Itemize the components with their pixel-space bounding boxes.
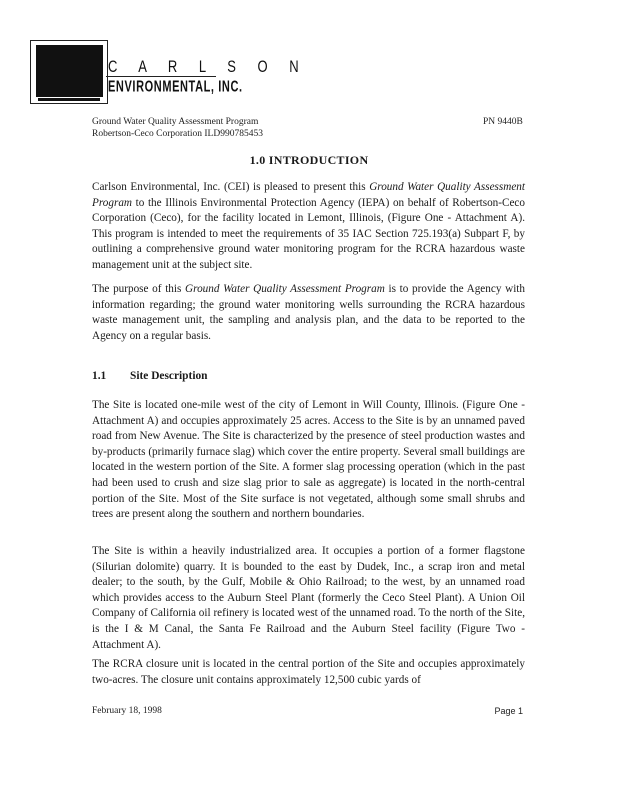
paragraph-text: to the Illinois Environmental Protection Agency (IEPA) on behalf of Robertson-Ceco Corporation (Ceco), for the facility located in Lemont, Illinois, (Figure One - Attachment A). This program is intended to meet the requirements of 35 IAC Section 725.193(a) Subpart F, by outlining a comprehensive ground water monitoring program for the RCRA hazardous waste management unit at the subject site.	[92, 196, 525, 271]
logo-company-name: C A R L S O N	[108, 57, 308, 76]
section-heading	[92, 370, 208, 382]
paragraph-site-surroundings: The Site is within a heavily industrialized area. It occupies a portion of a former flagstone (Silurian dolomite) quarry. It is bounded to the east by Dudek, Inc., a scrap iron and metal dealer; to the south, by the Gulf, Mobile & Ohio Railroad; to the west, by an unnamed road which provides access to the Auburn Steel Plant (formerly the Ceco Steel Plant). A Union Oil Company of California oil refinery is located west of the unnamed road. To the north of the Site, is the I & M Canal, the Santa Fe Railroad and the Auburn Steel facility (Figure Two - Attachment A).	[92, 545, 525, 651]
section-title: Site Description	[130, 370, 208, 382]
paragraph-closure-unit: The RCRA closure unit is located in the central portion of the Site and occupies approximately two-acres. The closure unit contains approximately 12,500 cubic yards of	[92, 658, 525, 686]
page-number: 1	[517, 706, 523, 716]
paragraph-site-location: The Site is located one-mile west of the city of Lemont in Will County, Illinois. (Figure One - Attachment A) and occupies approximately 25 acres. Access to the Site is by an unnamed paved road from New Avenue. The Site is characterized by the presence of steel production wastes and by-products (primarily furnace slag) which cover the entire property. Several small buildings are located in the western portion of the Site. A former slag processing operation (which in the past had been used to crush and size slag prior to sale as aggregate) is located in the north-central portion of the Site. Most of the Site surface is not vegetated, although some small shrubs and trees are present along the southern and northern boundaries.	[92, 399, 525, 521]
paragraph-purpose	[92, 282, 525, 344]
paragraph-intro	[92, 180, 525, 274]
logo-mark	[36, 45, 103, 97]
logo-divider	[106, 76, 216, 77]
footer-page-number	[494, 706, 523, 716]
paragraph-text: Carlson Environmental, Inc. (CEI) is pleased to present this	[92, 181, 370, 193]
emphasis-program-name: Ground Water Quality Assessment Program	[185, 283, 385, 295]
header-program-name: Ground Water Quality Assessment Program	[92, 117, 259, 127]
section-number: 1.1	[92, 370, 107, 382]
footer-date: February 18, 1998	[92, 706, 162, 716]
paragraph-text: is to provide the Agency with information regarding; the ground water monitoring wells surrounding the RCRA hazardous waste management unit, the sampling and analysis plan, and the data to be reported to the Agency on a regular basis.	[92, 283, 525, 342]
emphasis-program-name: Ground Water Quality Assessment Program	[92, 181, 525, 209]
logo-underline	[38, 98, 100, 101]
paragraph-text: The purpose of this	[92, 283, 186, 295]
page-title: 1.0 INTRODUCTION	[249, 153, 369, 167]
header-project-number: PN 9440B	[483, 117, 523, 127]
page-label: Page	[494, 706, 516, 716]
header-company-id: Robertson-Ceco Corporation ILD990785453	[92, 129, 263, 139]
logo-company-subtitle: ENVIRONMENTAL, INC.	[108, 79, 243, 96]
